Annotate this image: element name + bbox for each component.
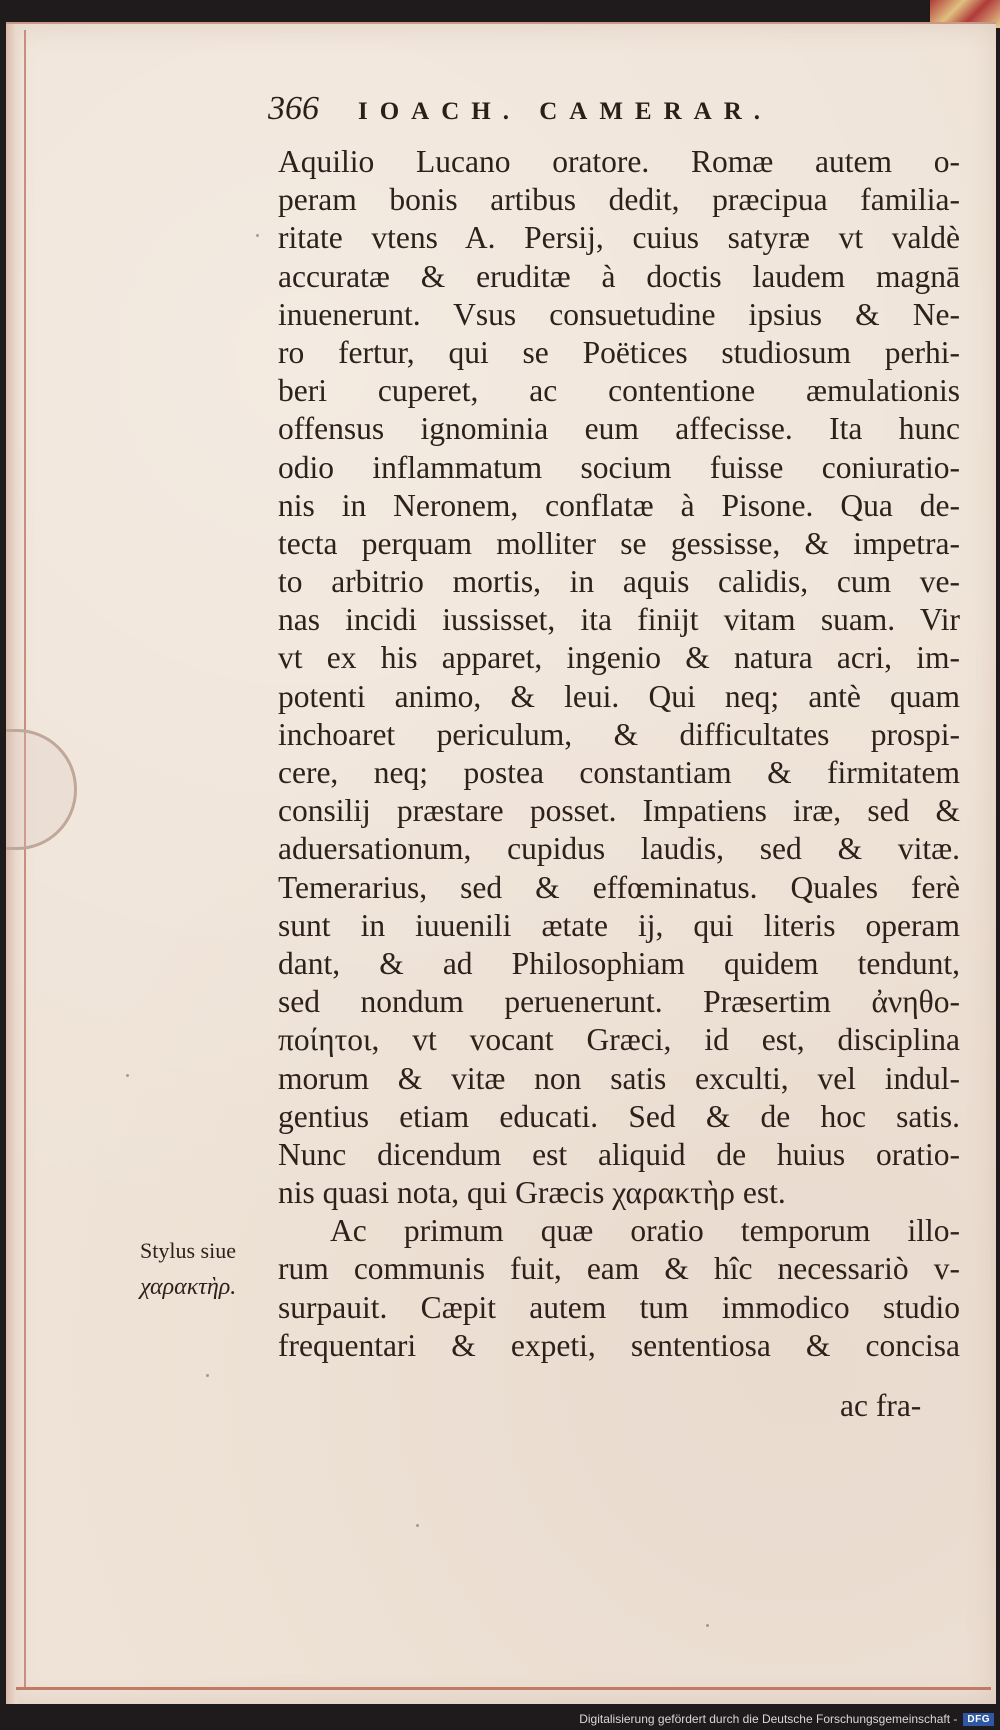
text-line: inchoaret periculum, & difficultates prospi- [278, 716, 960, 752]
text-line: aduersationum, cupidus laudis, sed & vitæ. [278, 831, 960, 867]
text-line: sunt in iuuenili ætate ij, qui literis operam [278, 907, 960, 943]
text-line: Nunc dicendum est aliquid de huius oratio- [278, 1136, 960, 1172]
text-line: nas incidi iussisset, ita finijt vitam suam. Vir [278, 602, 960, 638]
text-line: consilij præstare posset. Impatiens iræ, sed & [278, 793, 960, 829]
text-line: tecta perquam molliter se gessisse, & impetra- [278, 525, 960, 561]
page-number: 366 [268, 90, 319, 127]
page-gutter-shadow [6, 24, 22, 1704]
text-line: offensus ignominia eum affecisse. Ita hunc [278, 411, 960, 447]
text-line: vt ex his apparet, ingenio & natura acri, im- [278, 640, 960, 676]
paper-speck [126, 1074, 129, 1077]
text-line: nis quasi nota, qui Græcis χαρακτὴρ est. [278, 1175, 786, 1211]
text-line: potenti animo, & leui. Qui neq; antè quam [278, 678, 960, 714]
paper-speck [706, 1624, 709, 1627]
running-head: IOACH. CAMERAR. [358, 98, 773, 125]
text-line: dant, & ad Philosophiam quidem tendunt, [278, 945, 960, 981]
text-line: Ac primum quæ oratio temporum illo- [330, 1213, 960, 1249]
paper-speck [206, 1374, 209, 1377]
page-bottom-edge [16, 1687, 991, 1690]
text-line: morum & vitæ non satis exculti, vel indul- [278, 1060, 960, 1096]
catchword: ac fra- [840, 1388, 922, 1423]
digitization-footer [579, 1712, 994, 1726]
text-line: accuratæ & eruditæ à doctis laudem magnā [278, 258, 960, 294]
text-line: ritate vtens A. Persij, cuius satyræ vt valdè [278, 220, 960, 256]
text-line: sed nondum peruenerunt. Præsertim ἀνηθο- [278, 984, 960, 1020]
text-line: beri cuperet, ac contentione æmulationis [278, 373, 960, 409]
paper-speck [416, 1524, 419, 1527]
text-line: odio inflammatum socium fuisse coniuratio- [278, 449, 960, 485]
marginal-note [140, 1233, 270, 1305]
paper-speck [256, 234, 259, 237]
text-line: gentius etiam educati. Sed & de hoc satis. [278, 1098, 960, 1134]
page-clip [6, 729, 77, 850]
page-header [268, 90, 868, 128]
text-line: ποίητοι, vt vocant Græci, id est, disciplina [278, 1022, 960, 1058]
text-line: inuenerunt. Vsus consuetudine ipsius & Ne- [278, 296, 960, 332]
body-text [278, 143, 960, 1365]
text-line: rum communis fuit, eam & hîc necessariò v- [278, 1251, 960, 1287]
text-line: peram bonis artibus dedit, præcipua familia- [278, 182, 960, 218]
text-line: Aquilio Lucano oratore. Romæ autem o- [278, 144, 960, 179]
marginal-note-line: Stylus siue [140, 1238, 236, 1263]
text-line: frequentari & expeti, sententiosa & concisa [278, 1327, 960, 1363]
text-line: ro fertur, qui se Poëtices studiosum perhi- [278, 334, 960, 370]
footer-credit: Digitalisierung gefördert durch die Deutsche Forschungsgemeinschaft - [579, 1712, 958, 1726]
page-edge-line [24, 30, 26, 1690]
dfg-logo: DFG [963, 1713, 994, 1726]
text-line: nis in Neronem, conflatæ à Pisone. Qua de- [278, 487, 960, 523]
text-line: Temerarius, sed & effœminatus. Quales ferè [278, 869, 960, 905]
text-line: surpauit. Cæpit autem tum immodico studio [278, 1289, 960, 1325]
text-line: cere, neq; postea constantiam & firmitatem [278, 755, 960, 790]
text-line: to arbitrio mortis, in aquis calidis, cum ve- [278, 564, 960, 600]
marginal-note-line: χαρακτὴρ. [140, 1274, 237, 1300]
